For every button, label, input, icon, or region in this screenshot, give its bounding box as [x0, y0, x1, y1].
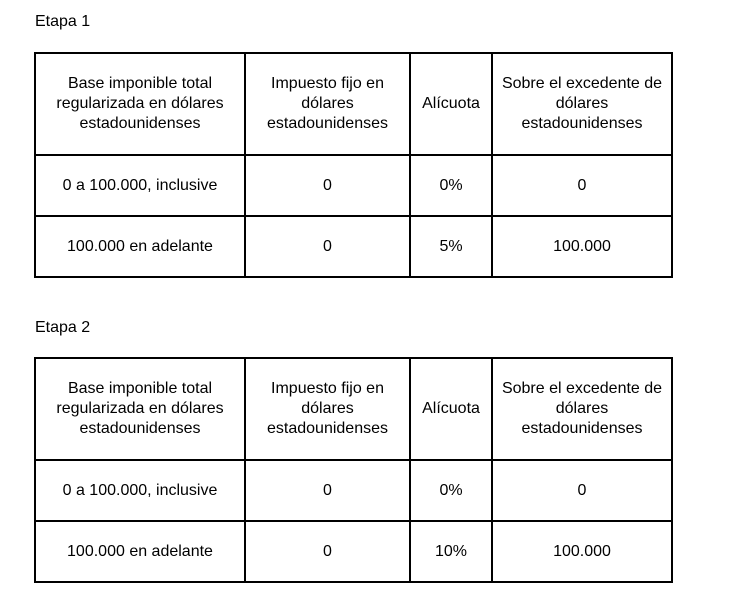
cell-excess: 0: [492, 460, 672, 521]
stage-2-tax-table: [34, 357, 673, 583]
cell-fixed-tax: 0: [245, 460, 410, 521]
cell-rate: 0%: [410, 155, 492, 216]
cell-fixed-tax: 0: [245, 216, 410, 277]
cell-rate: 0%: [410, 460, 492, 521]
cell-taxable-base: 100.000 en adelante: [35, 216, 245, 277]
header-cell-fixed-tax: Impuesto fijo en dólares estadounidenses: [245, 53, 410, 155]
table-header-row: [35, 53, 672, 155]
header-cell-excess: Sobre el excedente de dólares estadounidenses: [492, 358, 672, 460]
header-cell-taxable-base: Base imponible total regularizada en dólares estadounidenses: [35, 358, 245, 460]
cell-taxable-base: 0 a 100.000, inclusive: [35, 155, 245, 216]
table-row: [35, 216, 672, 277]
table-header-row: [35, 358, 672, 460]
header-cell-fixed-tax: Impuesto fijo en dólares estadounidenses: [245, 358, 410, 460]
cell-fixed-tax: 0: [245, 521, 410, 582]
cell-rate: 10%: [410, 521, 492, 582]
cell-rate: 5%: [410, 216, 492, 277]
header-cell-rate: Alícuota: [410, 53, 492, 155]
stage-1-tax-table: [34, 52, 673, 278]
table-row: [35, 155, 672, 216]
cell-excess: 100.000: [492, 521, 672, 582]
table-row: [35, 460, 672, 521]
header-cell-taxable-base: Base imponible total regularizada en dólares estadounidenses: [35, 53, 245, 155]
table-row: [35, 521, 672, 582]
cell-excess: 100.000: [492, 216, 672, 277]
cell-fixed-tax: 0: [245, 155, 410, 216]
stage-2-title: Etapa 2: [35, 319, 91, 336]
cell-taxable-base: 0 a 100.000, inclusive: [35, 460, 245, 521]
cell-excess: 0: [492, 155, 672, 216]
header-cell-rate: Alícuota: [410, 358, 492, 460]
cell-taxable-base: 100.000 en adelante: [35, 521, 245, 582]
stage-1-title: Etapa 1: [35, 13, 91, 30]
header-cell-excess: Sobre el excedente de dólares estadounidenses: [492, 53, 672, 155]
